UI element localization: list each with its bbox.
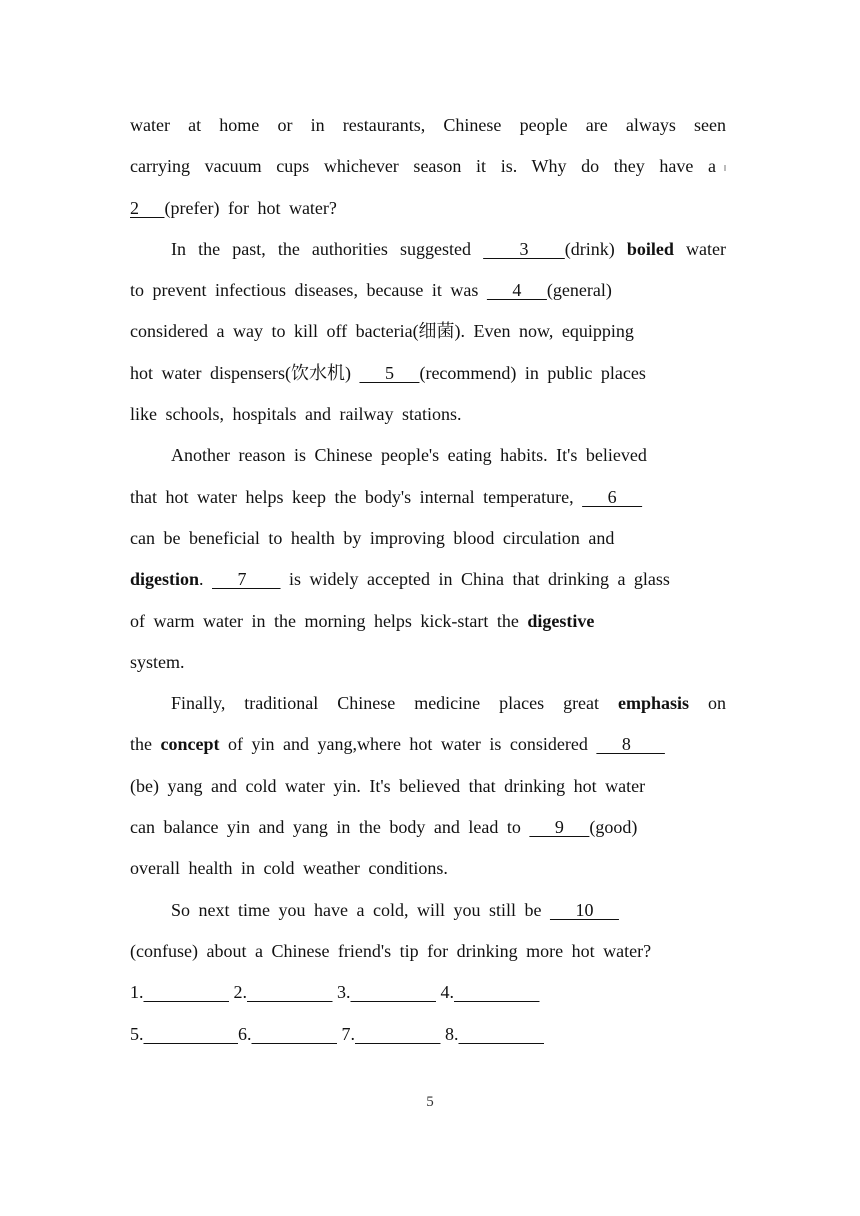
text: the	[130, 734, 161, 755]
answer-blank	[351, 982, 437, 1002]
blank-8: 8	[596, 734, 665, 755]
answer-label: 6.	[238, 1023, 252, 1044]
bold-word: digestive	[527, 610, 595, 631]
answer-label: 4.	[440, 982, 454, 1003]
text: (drink)	[564, 238, 627, 259]
passage-line	[130, 188, 726, 229]
text: (general)	[546, 280, 612, 301]
passage-line	[130, 146, 726, 187]
answer-row-1	[130, 972, 726, 1013]
passage-line	[130, 724, 726, 765]
text: (confuse) about a Chinese friend's tip for drinking more hot water?	[130, 940, 652, 961]
passage-line	[130, 683, 726, 724]
blank-7: 7	[212, 569, 281, 590]
text: carrying vacuum cups whichever season it is. Why do they have a	[130, 156, 716, 177]
text: on	[689, 693, 726, 714]
text: is widely accepted in China that drinking a glass	[280, 569, 670, 590]
passage-line	[130, 518, 726, 559]
passage-line	[130, 601, 726, 642]
text: In the past, the authorities suggested	[171, 238, 484, 259]
text: So next time you have a cold, will you still be	[171, 899, 550, 920]
text: (prefer) for hot water?	[164, 197, 337, 218]
text: (recommend) in public places	[419, 362, 646, 383]
text: hot water dispensers(饮水机)	[130, 362, 360, 383]
blank-4: 4	[486, 280, 547, 301]
text: water	[673, 238, 727, 259]
page-number: 5	[426, 1094, 434, 1110]
answer-blank	[355, 1024, 441, 1044]
passage-line	[130, 890, 726, 931]
blank-6: 6	[582, 486, 643, 507]
blank-10: 10	[549, 899, 619, 920]
text: can be beneficial to health by improving blood circulation and	[130, 527, 615, 548]
blank-9: 9	[529, 817, 590, 838]
text: can balance yin and yang in the body and lead to	[130, 817, 530, 838]
answer-blank	[252, 1024, 338, 1044]
passage-line	[130, 311, 726, 352]
answer-label: 2.	[233, 982, 247, 1003]
passage-line	[130, 229, 726, 270]
text: considered a way to kill off bacteria(细菌). Even now, equipping	[130, 321, 634, 342]
answer-blank	[459, 1024, 545, 1044]
answer-row-2	[130, 1014, 726, 1055]
answer-blank	[144, 982, 230, 1002]
answer-label: 7.	[341, 1023, 355, 1044]
passage-line	[130, 394, 726, 435]
answer-blank	[247, 982, 333, 1002]
passage-line	[130, 105, 726, 146]
bold-word: boiled	[626, 238, 674, 259]
bold-word: emphasis	[618, 693, 690, 714]
blank-2: 2	[130, 197, 165, 218]
passage-line	[130, 931, 726, 972]
answer-label: 5.	[130, 1023, 144, 1044]
passage-line	[130, 270, 726, 311]
bold-word: concept	[160, 734, 220, 755]
passage	[130, 105, 726, 1055]
text: Finally, traditional Chinese medicine places great	[171, 693, 619, 714]
text: (good)	[589, 817, 638, 838]
margin-mark	[724, 165, 726, 171]
text: overall health in cold weather conditions.	[130, 858, 448, 879]
blank-3: 3	[483, 238, 565, 259]
answer-label: 3.	[337, 982, 351, 1003]
passage-line	[130, 848, 726, 889]
text: water at home or in restaurants, Chinese people are always seen	[130, 115, 726, 135]
passage-line	[130, 807, 726, 848]
passage-line	[130, 642, 726, 683]
passage-line	[130, 477, 726, 518]
text: Another reason is Chinese people's eating habits. It's believed	[171, 445, 647, 466]
text: to prevent infectious diseases, because it was	[130, 280, 487, 301]
passage-line	[130, 353, 726, 394]
text: of yin and yang,where hot water is considered	[219, 734, 597, 755]
text: system.	[130, 651, 185, 672]
passage-line	[130, 435, 726, 476]
passage-line	[130, 559, 726, 600]
answer-label: 8.	[445, 1023, 459, 1044]
blank-5: 5	[359, 362, 420, 383]
bold-word: digestion	[130, 569, 200, 590]
text: .	[199, 569, 213, 590]
passage-line	[130, 766, 726, 807]
answer-label: 1.	[130, 982, 144, 1003]
text: like schools, hospitals and railway stations.	[130, 404, 462, 425]
answer-blank	[144, 1024, 239, 1044]
text: (be) yang and cold water yin. It's believed that drinking hot water	[130, 775, 646, 796]
text: that hot water helps keep the body's internal temperature,	[130, 486, 583, 507]
text: of warm water in the morning helps kick-start the	[130, 610, 528, 631]
answer-blank	[454, 982, 540, 1002]
